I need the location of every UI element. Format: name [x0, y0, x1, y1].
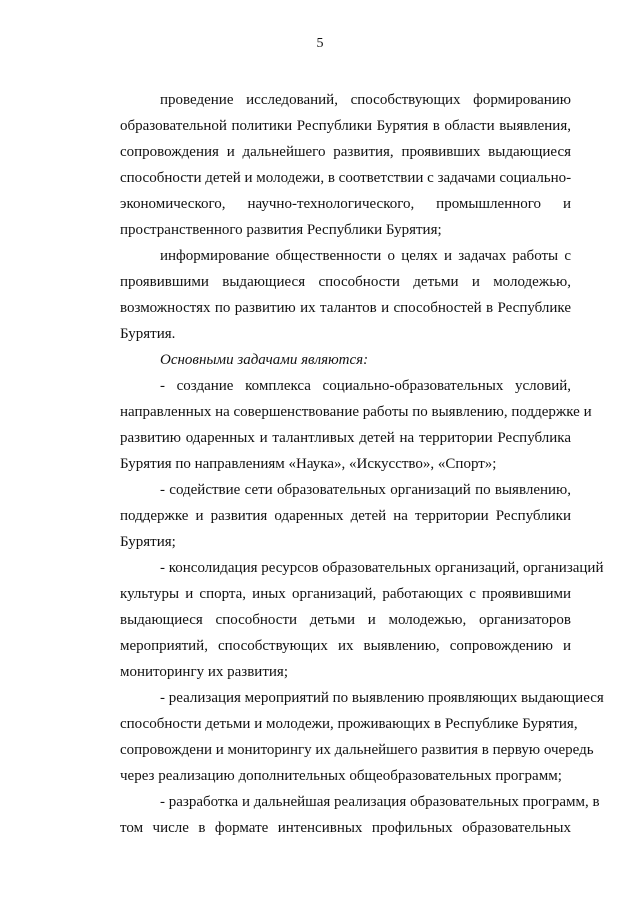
text-line: - содействие сети образовательных организаций по выявлению,	[160, 482, 571, 498]
text-line: сопровождения и дальнейшего развития, проявивших выдающиеся	[120, 144, 571, 160]
text-line: образовательной политики Республики Бурятия в области выявления,	[120, 118, 571, 134]
text-line: Бурятия;	[120, 534, 176, 550]
text-line: информирование общественности о целях и задачах работы с	[160, 248, 571, 264]
text-line: через реализацию дополнительных общеобразовательных программ;	[120, 768, 562, 784]
page-number: 5	[316, 36, 324, 51]
text-line: том числе в формате интенсивных профильных образовательных	[120, 820, 571, 836]
text-line: пространственного развития Республики Бурятия;	[120, 222, 442, 238]
text-line: развитию одаренных и талантливых детей на территории Республика	[120, 430, 571, 446]
paragraph-informing	[80, 243, 571, 347]
text-line: - создание комплекса социально-образовательных условий,	[160, 378, 571, 394]
text-line: выдающиеся способности детьми и молодежью, организаторов	[120, 612, 571, 628]
text-line: поддержке и развития одаренных детей на территории Республики	[120, 508, 571, 524]
list-item-consolidation	[80, 555, 604, 685]
list-item-programs	[80, 789, 600, 841]
text-line: мониторингу их развития;	[120, 664, 288, 680]
text-line: направленных на совершенствование работы по выявлению, поддержке и	[120, 404, 592, 420]
text-line: - разработка и дальнейшая реализация образовательных программ, в	[160, 794, 600, 810]
list-item-assistance	[80, 477, 571, 555]
text-line: способности детьми и молодежи, проживающих в Республике Бурятия,	[120, 716, 578, 732]
document-body	[80, 87, 604, 841]
text-line: Бурятия.	[120, 326, 176, 342]
list-item-conditions	[80, 373, 592, 477]
text-line: - реализация мероприятий по выявлению проявляющих выдающиеся	[160, 690, 604, 706]
text-line: Бурятия по направлениям «Наука», «Искусство», «Спорт»;	[120, 456, 497, 472]
text-line: возможностях по развитию их талантов и способностей в Республике	[120, 300, 571, 316]
text-line: - консолидация ресурсов образовательных организаций, организаций	[160, 560, 604, 576]
text-line: способности детей и молодежи, в соответствии с задачами социально-	[120, 170, 572, 186]
text-line: культуры и спорта, иных организаций, работающих с проявившими	[120, 586, 571, 602]
text-line: экономического, научно-технологического, промышленного и	[120, 196, 571, 212]
text-line: сопровождени и мониторингу их дальнейшего развития в первую очередь	[120, 742, 594, 758]
text-line: проявившими выдающиеся способности детьми и молодежью,	[120, 274, 571, 290]
list-item-events	[80, 685, 604, 789]
text-line: проведение исследований, способствующих формированию	[160, 92, 571, 108]
text-line: мероприятий, способствующих их выявлению, сопровождению и	[120, 638, 571, 654]
paragraph-research	[80, 87, 571, 243]
tasks-heading	[80, 347, 571, 373]
text-line: Основными задачами являются:	[160, 352, 369, 368]
